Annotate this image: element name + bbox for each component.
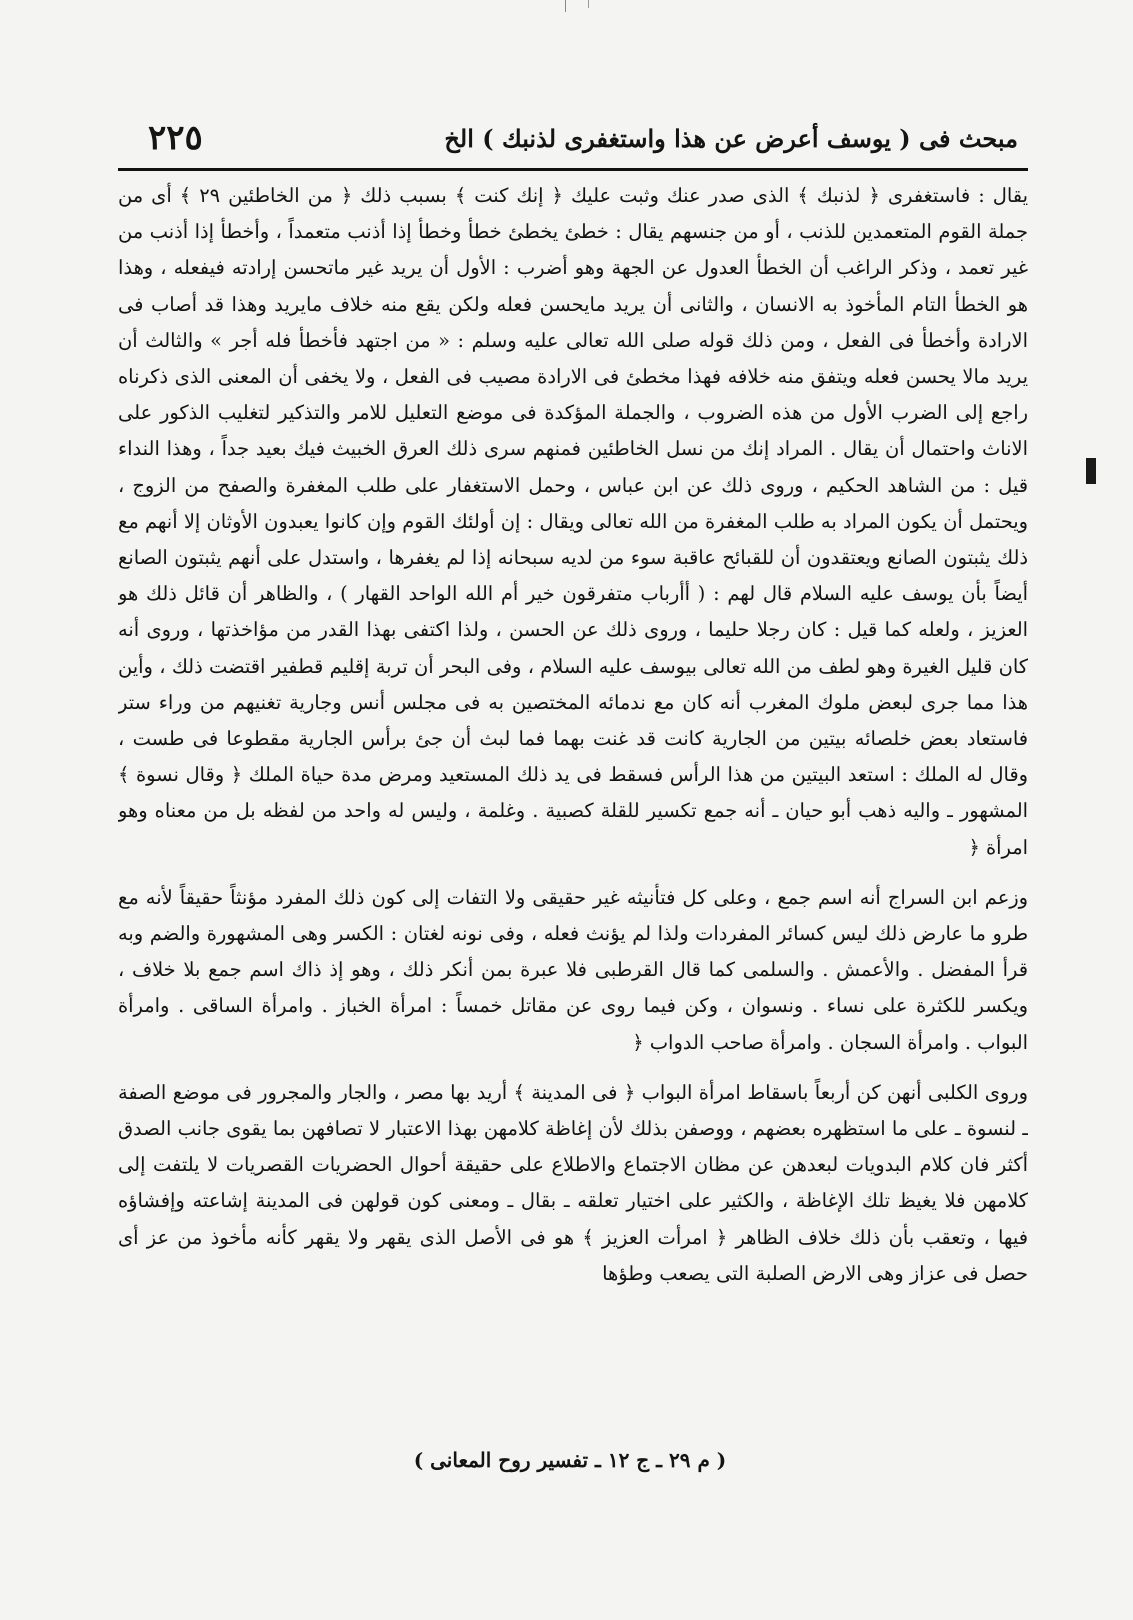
paragraph: يقال : فاستغفرى ﴿ لذنبك ﴾ الذى صدر عنك وثبت عليك ﴿ إنك كنت ﴾ بسبب ذلك ﴿ من الخاطئين ٢٩ ﴾ أى من جملة القوم المتعمدين للذنب ، أو من جنسهم يقال : خطئ يخطئ خطأ وخطأ إذا أذنب متعمداً ، وأخطأ إذا أذنب من غير تعمد ، وذكر الراغب أن الخطأ العدول عن الجهة وهو أضرب : الأول أن يريد غير ماتحسن إرادته فيفعله ، وهذا هو الخطأ التام المأخوذ به الانسان ، والثانى أن يريد مايحسن فعله ولكن يقع منه خلاف مايريد وهذا قد أصاب فى الارادة وأخطأ فى الفعل ، ومن ذلك قوله صلى الله تعالى عليه وسلم : « من اجتهد فأخطأ فله أجر » والثالث أن يريد مالا يحسن فعله ويتفق منه خلافه فهذا مخطئ فى الارادة مصيب فى الفعل ، ولا يخفى أن المعنى الذى ذكرناه راجع إلى الضرب الأول من هذه الضروب ، والجملة المؤكدة فى موضع التعليل للامر والتذكير لتغليب الذكور على الاناث واحتمال أن يقال . المراد إنك من نسل الخاطئين فمنهم سرى ذلك العرق الخبيث فيك بعيد جداً ، وهذا النداء قيل : من الشاهد الحكيم ، وروى ذلك عن ابن عباس ، وحمل الاستغفار على طلب المغفرة والصفح من الزوج ، ويحتمل أن يكون المراد به طلب المغفرة من الله تعالى ويقال : إن أولئك القوم وإن كانوا يعبدون الأوثان إلا أنهم مع ذلك يثبتون الصانع ويعتقدون أن للقبائح عاقبة سوء من لديه سبحانه إذا لم يغفرها ، واستدل على أنهم يثبتون الصانع أيضاً بأن يوسف عليه السلام قال لهم : ( أأرباب متفرقون خير أم الله الواحد القهار ) ، والظاهر أن قائل ذلك هو العزيز ، ولعله كما قيل : كان رجلا حليما ، وروى ذلك عن الحسن ، ولذا اكتفى بهذا القدر من مؤاخذتها ، وروى أنه كان قليل الغيرة وهو لطف من الله تعالى بيوسف عليه السلام ، وفى البحر أن تربة إقليم قطفير اقتضت ذلك ، وأين هذا مما جرى لبعض ملوك المغرب أنه كان مع ندمائه المختصين به فى مجلس أنس وجارية تغنيهم من وراء ستر فاستعاد بعض خلصائه بيتين من الجارية كانت قد غنت بهما فما لبث أن جئ برأس الجارية مقطوعا فى طست ، وقال له الملك : استعد البيتين من هذا الرأس فسقط فى يد ذلك المستعيد ومرض مدة حياة الملك ﴿ وقال نسوة ﴾ المشهور ـ واليه ذهب أبو حيان ـ أنه جمع تكسير للقلة كصبية . وغلمة ، وليس له واحد من لفظه بل من معناه وهو امرأة ﴿ [118,184,1028,859]
paragraph: وزعم ابن السراج أنه اسم جمع ، وعلى كل فتأنيثه غير حقيقى ولا التفات إلى كون ذلك المفرد مؤنثاً حقيقاً لأنه مع طرو ما عارض ذلك ليس كسائر المفردات ولذا لم يؤنث فعله ، وفى نونه لغتان : الكسر وهى المشهورة والضم وبه قرأ المفضل . والأعمش . والسلمى كما قال القرطبى فلا عبرة بمن أنكر ذلك ، وهو إذ ذاك اسم جمع بلا خلاف ، ويكسر للكثرة على نساء . ونسوان ، وكن فيما روى عن مقاتل خمساً : امرأة الخباز . وامرأة الساقى . وامرأة البواب . وامرأة السجان . وامرأة صاحب الدواب ﴿ [118,885,1028,1054]
page-number: ٢٢٥ [148,118,203,158]
body-text [118,178,1028,1308]
footer-signature: ( م ٢٩ ـ ج ١٢ ـ تفسير روح المعانى ) [413,1448,727,1472]
header-rule [118,168,1028,171]
scan-artifact [588,0,589,8]
scan-artifact [565,0,566,12]
page-header [118,118,1018,170]
margin-mark [1086,458,1096,484]
running-title: مبحث فى ( يوسف أعرض عن هذا واستغفرى لذنبك ) الخ [444,124,1018,153]
paragraph: وروى الكلبى أنهن كن أربعاً باسقاط امرأة البواب ﴿ فى المدينة ﴾ أريد بها مصر ، والجار والمجرور فى موضع الصفة ـ لنسوة ـ على ما استظهره بعضهم ، ووصفن بذلك لأن إغاظة كلامهن بهذا الاعتبار لا تصافهن بما يقوى جانب الصدق أكثر فان كلام البدويات لبعدهن عن مظان الاجتماع والاطلاع على حقيقة أحوال الحضريات القصريات لا يلتفت إلى كلامهن فلا يغيظ تلك الإغاظة ، والكثير على اختيار تعلقه ـ بقال ـ ومعنى كون قولهن فى المدينة إشاعته وإفشاؤه فيها ، وتعقب بأن ذلك خلاف الظاهر ﴿ امرأت العزيز ﴾ هو فى الأصل الذى يقهر ولا يقهر كأنه مأخوذ من عز أى حصل فى عزاز وهى الارض الصلبة التى يصعب وطؤها [118,1080,1028,1285]
